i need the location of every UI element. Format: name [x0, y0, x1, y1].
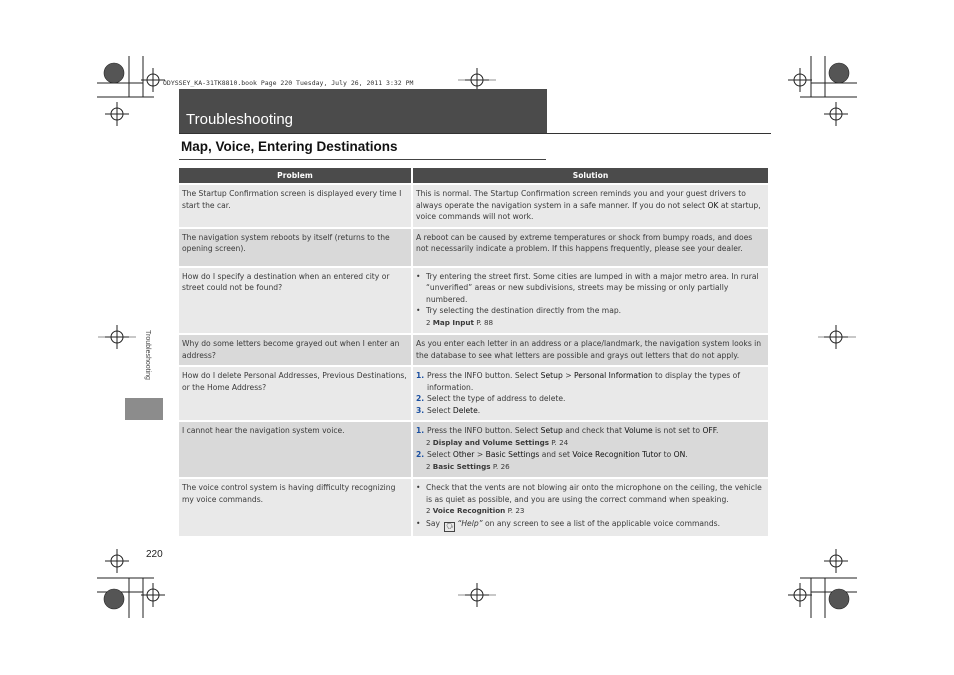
- solution-cell: As you enter each letter in an address or a place/landmark, the navigation system looks in the database to see what letters are possible and grays out letters that do not apply.: [413, 335, 768, 365]
- cross-reference-link[interactable]: 2 Map Input P. 88: [426, 317, 494, 327]
- cross-reference-link[interactable]: 2 Voice Recognition P. 23: [426, 506, 525, 515]
- troubleshooting-table: [177, 166, 770, 538]
- bullet-item: • Try selecting the destination directly from the map.: [416, 306, 622, 315]
- talk-button-icon: 🗣: [446, 522, 454, 530]
- cross-reference-link[interactable]: 2 Display and Volume Settings P. 24: [426, 437, 569, 447]
- page-title: Troubleshooting: [186, 111, 294, 128]
- problem-cell: How do I delete Personal Addresses, Previous Destinations, or the Home Address?: [179, 367, 411, 420]
- step-item: 3. Select Delete.: [416, 405, 481, 415]
- section-rule: [179, 159, 546, 160]
- step-item: 2. Select the type of address to delete.: [416, 394, 566, 403]
- reference-arrow-icon: 2: [426, 318, 431, 327]
- bullet-item: • Say 🗣 “Help” on any screen to see a list of the applicable voice commands.: [416, 518, 721, 530]
- page-number: 220: [146, 549, 163, 560]
- reference-arrow-icon: 2: [426, 462, 431, 471]
- side-chapter-label: Troubleshooting: [144, 330, 151, 380]
- solution-cell: A reboot can be caused by extreme temperatures or shock from bumpy roads, and does not necessarily indicate a problem. If this happens frequently, please see your dealer.: [413, 229, 768, 266]
- reference-arrow-icon: 2: [426, 507, 431, 515]
- table-row: [179, 367, 768, 420]
- problem-cell: The voice control system is having difficulty recognizing my voice commands.: [179, 479, 411, 536]
- step-item: 1. Press the INFO button. Select Setup > Personal Information to display the types of information.: [416, 371, 740, 392]
- bullet-item: • Check that the vents are not blowing air onto the microphone on the ceiling, the vehicle is as quiet as possible, and you are using the correct command when speaking.: [416, 483, 762, 504]
- table-row: [179, 268, 768, 334]
- problem-cell: I cannot hear the navigation system voice.: [179, 422, 411, 477]
- title-rule: [179, 133, 771, 134]
- solution-cell: [413, 367, 768, 420]
- solution-cell: [413, 422, 768, 477]
- problem-cell: How do I specify a destination when an entered city or street could not be found?: [179, 268, 411, 334]
- table-row: [179, 422, 768, 477]
- solution-cell: [413, 268, 768, 334]
- print-header: ODYSSEY_KA-31TK8810.book Page 220 Tuesday, July 26, 2011 3:32 PM: [163, 79, 414, 87]
- table-header-row: [179, 168, 768, 183]
- problem-cell: The navigation system reboots by itself (returns to the opening screen).: [179, 229, 411, 266]
- title-bar: [179, 89, 547, 133]
- table-row: [179, 479, 768, 536]
- problem-cell: The Startup Confirmation screen is displayed every time I start the car.: [179, 185, 411, 227]
- table-row: [179, 229, 768, 266]
- solution-cell: This is normal. The Startup Confirmation screen reminds you and your guest drivers to always operate the navigation system in a safe manner. If you do not select OK at startup, voice commands will not work.: [413, 185, 768, 227]
- bullet-item: • Try entering the street first. Some cities are lumped in with a major metro area. In rural “unverified” areas or new subdivisions, streets may be missing or only partially numbered.: [416, 271, 759, 304]
- problem-cell: Why do some letters become grayed out when I enter an address?: [179, 335, 411, 365]
- step-item: 2. Select Other > Basic Settings and set Voice Recognition Tutor to ON.: [416, 450, 688, 459]
- chapter-tab: [125, 398, 163, 420]
- step-item: 1. Press the INFO button. Select Setup and check that Volume is not set to OFF.: [416, 426, 719, 435]
- table-row: [179, 335, 768, 365]
- column-header-solution: Solution: [413, 168, 768, 183]
- column-header-problem: Problem: [179, 168, 411, 183]
- reference-arrow-icon: 2: [426, 438, 431, 447]
- section-heading: Map, Voice, Entering Destinations: [181, 139, 398, 154]
- cross-reference-link[interactable]: 2 Basic Settings P. 26: [426, 461, 510, 471]
- table-row: [179, 185, 768, 227]
- solution-cell: [413, 479, 768, 536]
